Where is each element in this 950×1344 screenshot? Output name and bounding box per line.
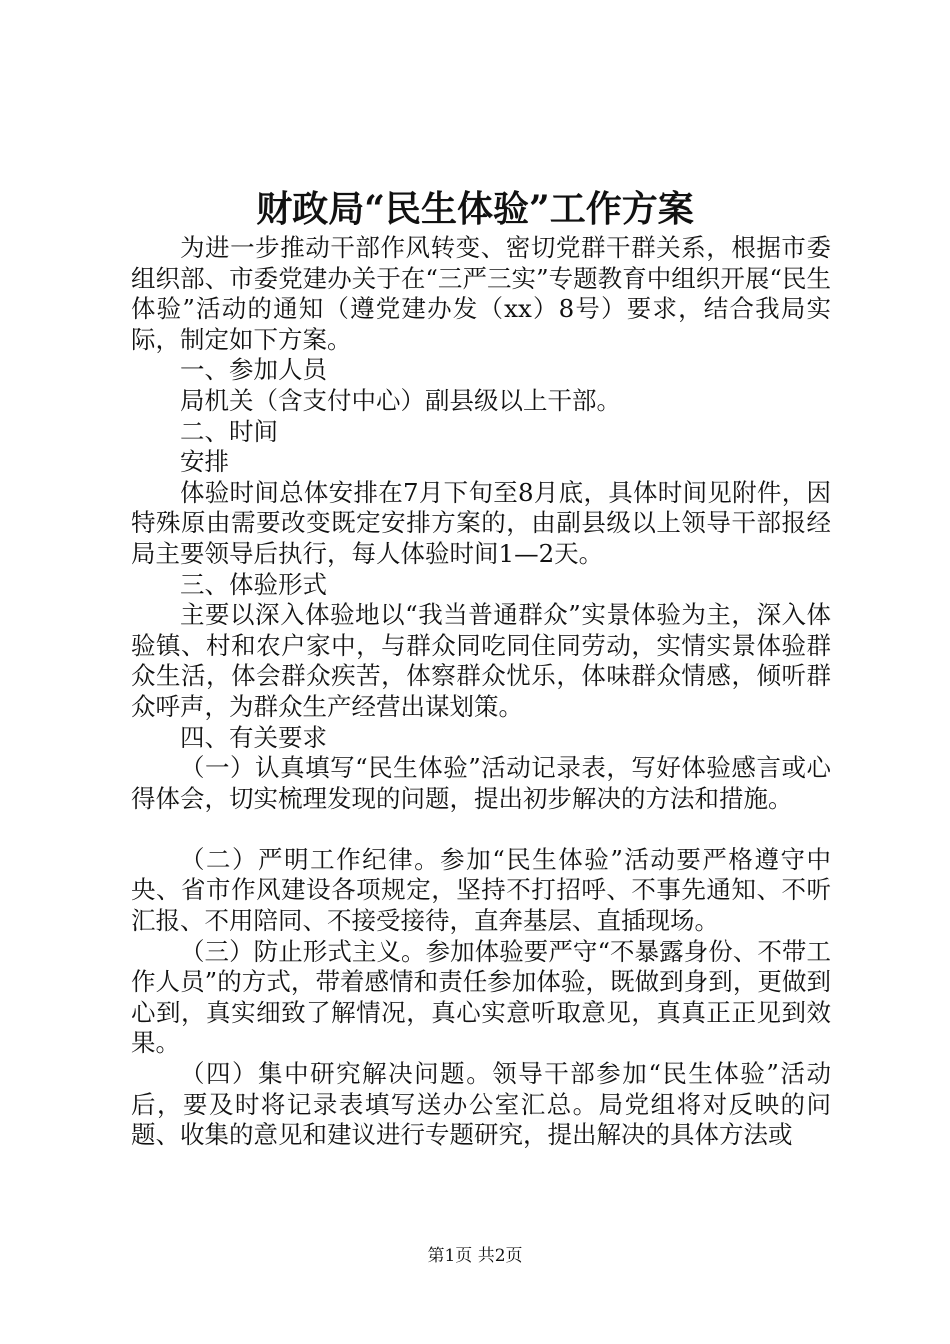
section-heading-requirements: 四、有关要求 — [180, 722, 327, 752]
section-heading-participants: 一、参加人员 — [180, 355, 327, 385]
section-heading-form: 三、体验形式 — [180, 569, 327, 599]
participants-paragraph: 局机关（含支付中心）副县级以上干部。 — [180, 385, 621, 415]
form-paragraph: 主要以深入体验地以“我当普通群众”实景体验为主，深入体验镇、村和农户家中，与群众同吃同住同劳动，实情实景体验群众生活，体会群众疾苦，体察群众忧乐，体味群众情感，倾听群众呼声，为群众生产经营出谋划策。 — [131, 600, 831, 721]
intro-paragraph: 为进一步推动干部作风转变、密切党群干群关系，根据市委组织部、市委党建办关于在“三严三实”专题教育中组织开展“民生体验”活动的通知（遵党建办发（xx）8号）要求，结合我局实际，制定如下方案。 — [131, 233, 831, 354]
time-paragraph: 体验时间总体安排在7月下旬至8月底，具体时间见附件，因特殊原由需要改变既定安排方案的，由副县级以上领导干部报经局主要领导后执行，每人体验时间1—2天。 — [131, 477, 831, 568]
requirement-2-paragraph: （二）严明工作纪律。参加“民生体验”活动要严格遵守中央、省市作风建设各项规定，坚持不打招呼、不事先通知、不听汇报、不用陪同、不接受接待，直奔基层、直插现场。 — [131, 844, 831, 936]
page-footer: 第1页 共2页 — [427, 1246, 523, 1266]
document-body — [131, 233, 831, 1151]
requirement-1-paragraph: （一）认真填写“民生体验”活动记录表，写好体验感言或心得体会，切实梳理发现的问题，提出初步解决的方法和措施。 — [131, 753, 831, 813]
document-title: 财政局“民生体验”工作方案 — [256, 188, 694, 230]
requirement-4-paragraph: （四）集中研究解决问题。领导干部参加“民生体验”活动后，要及时将记录表填写送办公室汇总。局党组将对反映的问题、收集的意见和建议进行专题研究，提出解决的具体方法或 — [131, 1059, 831, 1150]
section-heading-time: 二、时间 — [180, 416, 278, 446]
section-heading-arrangement: 安排 — [180, 447, 229, 477]
requirement-3-paragraph: （三）防止形式主义。参加体验要严守“不暴露身份、不带工作人员”的方式，带着感情和责任参加体验，既做到身到，更做到心到，真实细致了解情况，真心实意听取意见，真真正正见到效果。 — [131, 936, 831, 1058]
